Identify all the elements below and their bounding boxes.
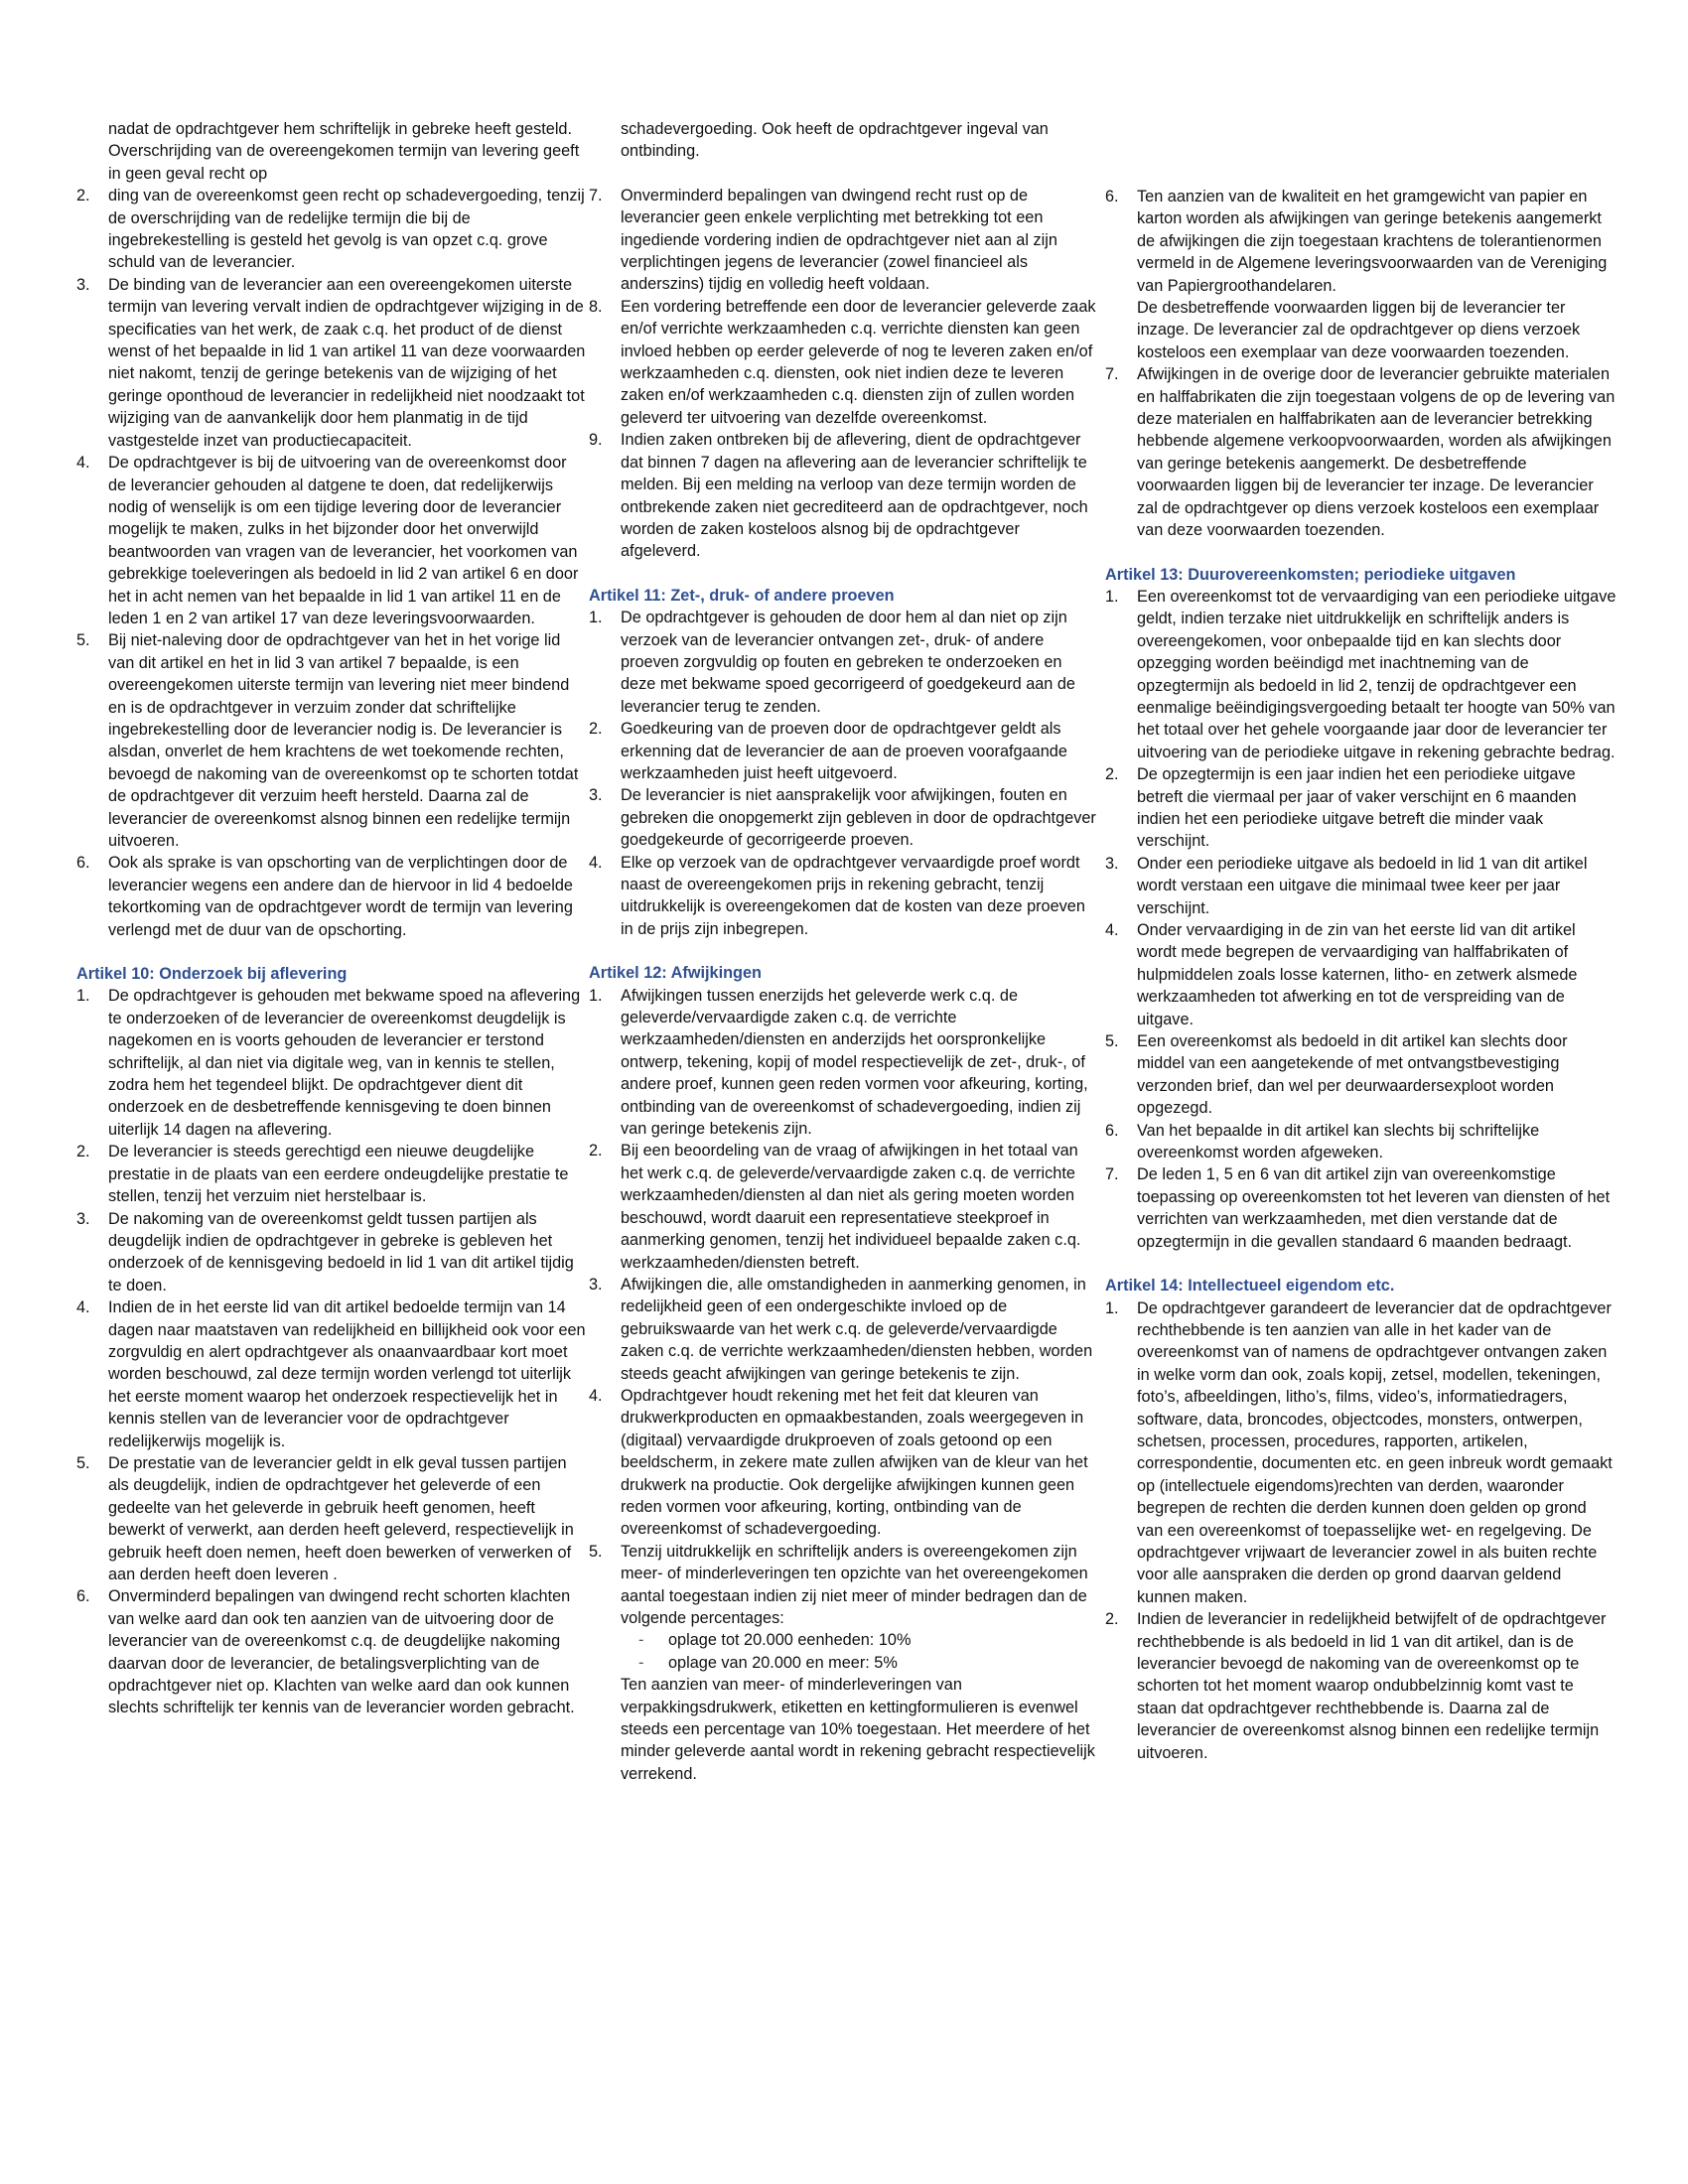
list-item-text: De opdrachtgever is bij de uitvoering van de overeenkomst door de leverancier gehouden al datgene te doen, dat redelijkerwijs nodig of wenselijk is om een tijdige levering door de leverancier mogelijk te maken, zulks in het bijzonder door het onverwijld beantwoorden van vragen van de leverancier, het voorkomen van gebrekkige toeleveringen als bedoeld in lid 2 van artikel 6 en door het in acht nemen van het bepaalde in lid 1 van artikel 11 en de leden 1 en 2 van artikel 17 van deze leveringsvoorwaarden. <box>108 454 579 627</box>
list-item-text: Afwijkingen tussen enerzijds het geleverde werk c.q. de geleverde/vervaardigde zaken c.q. de verrichte werkzaamheden/diensten en anderzijds het oorspronkelijke ontwerp, tekening, kopij of model respectievelijk de zet-, druk-, of andere proef, kunnen geen reden vormen voor afkeuring, korting, ontbinding van de overeenkomst of schadevergoeding, indien zij van geringe betekenis zijn. <box>621 986 1088 1139</box>
list-item-text: De opdrachtgever is gehouden de door hem al dan niet op zijn verzoek van de leverancier ontvangen zet-, druk- of andere proeven zorgvuldig op fouten en gebreken te onderzoeken en deze met bekwame spoed gecorrigeerd of goedgekeurd aan de leverancier terug te zenden. <box>621 609 1075 716</box>
article-heading: Artikel 10: Onderzoek bij aflevering <box>76 965 348 984</box>
list-item <box>589 1140 1100 1273</box>
list-item <box>76 1141 588 1207</box>
list-item-text: Een overeenkomst als bedoeld in dit artikel kan slechts door middel van een aangetekende of met ontvangstbevestiging verzonden brief, dan wel per deurwaardersexploot worden opgezegd. <box>1137 1032 1568 1118</box>
sub-list-item <box>589 1652 1100 1674</box>
list-item-text: Afwijkingen die, alle omstandigheden in aanmerking genomen, in redelijkheid geen of een ondergeschikte invloed op de gebruikswaarde van het werk c.q. de geleverde/vervaardigde zaken c.q. de verrichte werkzaamheden/diensten hebben, worden steeds geacht afwijkingen van geringe betekenis te zijn. <box>621 1275 1093 1383</box>
list-item-text: De leden 1, 5 en 6 van dit artikel zijn van overeenkomstige toepassing op overeenkomsten tot het leveren van diensten of het verrichten van werkzaamheden, met dien verstande dat de opzegtermijn in die gevallen standaard 6 maanden bedraagt. <box>1137 1165 1611 1251</box>
list-item <box>76 452 588 629</box>
paragraph: nadat de opdrachtgever hem schriftelijk in gebreke heeft gesteld. Overschrijding van de overeengekomen termijn van levering geeft in geen geval recht op <box>108 120 580 183</box>
list-item-number: 2. <box>76 187 90 205</box>
list-item <box>589 1541 1100 1630</box>
list-item-text: De binding van de leverancier aan een overeengekomen uiterste termijn van levering vervalt indien de opdrachtgever wijziging in de specificaties van het werk, de zaak c.q. het product of de dienst wenst of het bepaalde in lid 1 van artikel 11 van deze voorwaarden niet nakomt, tenzij de geringe betekenis van de wijziging of het geringe oponthoud de leverancier in redelijkheid niet noodzaakt tot wijziging van de aanvankelijk door hem planmatig in de tijd vastgestelde inzet van productiecapaciteit. <box>108 275 586 450</box>
list-item-number: 6. <box>1105 1121 1119 1140</box>
list-item-text: Goedkeuring van de proeven door de opdrachtgever geldt als erkenning dat de leverancier de aan de proeven voorafgaande werkzaamheden juist heeft uitgevoerd. <box>621 720 1067 782</box>
list-item <box>76 629 588 852</box>
paragraph: schadevergoeding. Ook heeft de opdrachtgever ingeval van ontbinding. <box>621 120 1049 161</box>
column-left <box>76 118 588 1719</box>
list-item-text: Indien zaken ontbreken bij de aflevering, dient de opdrachtgever dat binnen 7 dagen na aflevering aan de leverancier schriftelijk te melden. Bij een melding na verloop van deze termijn worden de ontbrekende zaken niet gecrediteerd aan de opdrachtgever, noch worden de zaken kosteloos alsnog bij de opdrachtgever afgeleverd. <box>621 431 1088 561</box>
sub-list-item <box>589 1629 1100 1651</box>
list-item <box>1105 1120 1617 1164</box>
list-item <box>589 429 1100 562</box>
list-item-number: 6. <box>1105 188 1119 205</box>
list-item-text: Bij niet-naleving door de opdrachtgever van het in het vorige lid van dit artikel en het in lid 3 van artikel 7 bepaalde, is een overeengekomen uiterste termijn van levering niet meer bindend en is de opdrachtgever in verzuim zonder dat schriftelijke ingebrekestelling door de leverancier nodig is. De leverancier is alsdan, onverlet de hem krachtens de wet toekomende rechten, bevoegd de nakoming van de overeenkomst op te schorten totdat de opdrachtgever dit verzuim heeft hersteld. Daarna zal de leverancier de overeenkomst alsnog binnen een redelijke termijn uitvoeren. <box>108 631 579 850</box>
list-item <box>589 296 1100 429</box>
list-item <box>589 1274 1100 1385</box>
list-item-text: Onder vervaardiging in de zin van het eerste lid van dit artikel wordt mede begrepen de vervaardiging van halffabrikaten of hulpmiddelen zoals losse katernen, litho- en zetwerk alsmede werkzaamheden tot afwerking en tot de verspreiding van de uitgave. <box>1137 921 1578 1028</box>
list-item-number: 6. <box>76 854 90 873</box>
list-item-text: De leverancier is niet aansprakelijk voor afwijkingen, fouten en gebreken die onopgemerkt zijn gebleven in door de opdrachtgever goedgekeurde of gecorrigeerde proeven. <box>621 786 1096 850</box>
list-item-number: 8. <box>589 297 603 316</box>
list-item-number: 3. <box>1105 854 1119 873</box>
list-item <box>1105 763 1617 853</box>
list-item-number: 5. <box>76 631 90 650</box>
list-item <box>589 784 1100 851</box>
list-item-text: Afwijkingen in de overige door de leverancier gebruikte materialen en halffabrikaten die zijn toegestaan volgens de op de levering van deze materialen en halffabrikaten aan de leverancier betrekking hebbende algemene verkoopvoorwaarden, worden als afwijkingen van geringe betekenis aangemerkt. De desbetreffende voorwaarden liggen bij de leverancier ter inzage. De leverancier zal de opdrachtgever op diens verzoek kosteloos een exemplaar van deze voorwaarden toezenden. <box>1137 365 1616 540</box>
list-item-number: 5. <box>1105 1032 1119 1051</box>
list-item <box>1105 186 1617 297</box>
list-item-text: De nakoming van de overeenkomst geldt tussen partijen als deugdelijk indien de opdrachtgever in gebreke is gebleven het onderzoek of de kennisgeving bedoeld in lid 1 van dit artikel tijdig te doen. <box>108 1209 574 1295</box>
article-heading: Artikel 14: Intellectueel eigendom etc. <box>1105 1277 1395 1296</box>
list-item-text: De opzegtermijn is een jaar indien het een periodieke uitgave betreft die viermaal per jaar of vaker verschijnt en 6 maanden indien het een periodieke uitgave betreft die minder vaak verschijnt. <box>1137 765 1577 851</box>
list-item <box>589 985 1100 1141</box>
list-item-number: 7. <box>589 186 603 205</box>
list-item-text: Een overeenkomst tot de vervaardiging van een periodieke uitgave geldt, indien terzake niet uitdrukkelijk en schriftelijk anders is overeengekomen, voor onbepaalde tijd en kan slechts door opzegging worden beëindigd met inachtneming van de opzegtermijn als bedoeld in lid 2, tenzij de opdrachtgever een eenmalige beëindigingsvergoeding betaalt ter hoogte van 50% van het totaal over het gehele voorgaande jaar door de leverancier ter uitvoering van de periodieke uitgave in rekening gebrachte bedrag. <box>1137 587 1617 761</box>
paragraph: Ten aanzien van meer- of minderleveringen van verpakkingsdrukwerk, etiketten en kettingformulieren is evenwel steeds een percentage van 10% toegestaan. Het meerdere of het minder geleverde aantal wordt in rekening gebracht respectievelijk verrekend. <box>621 1676 1095 1783</box>
list-item-text: Tenzij uitdrukkelijk en schriftelijk anders is overeengekomen zijn meer- of minderleveringen ten opzichte van het overeengekomen aantal toegestaan indien zij niet meer of minder bedragen dan de volgende percentages: <box>621 1542 1088 1627</box>
list-item <box>76 274 588 452</box>
list-item-number: 4. <box>589 1386 603 1405</box>
list-item-number: 3. <box>589 786 603 805</box>
list-item-text: Bij een beoordeling van de vraag of afwijkingen in het totaal van het werk c.q. de geleverde/vervaardigde zaken c.q. de verrichte werkzaamheden/diensten al dan niet als gering moeten worden beschouwd, wordt daaruit een representatieve steekproef in aanmerking genomen, tenzij het individueel bepaalde zaken c.q. werkzaamheden/diensten betreft. <box>621 1142 1081 1272</box>
list-item-number: 1. <box>76 987 90 1006</box>
list-item-number: 2. <box>1105 765 1119 784</box>
paragraph: De desbetreffende voorwaarden liggen bij de leverancier ter inzage. De leverancier zal de opdrachtgever op diens verzoek kosteloos een exemplaar van deze voorwaarden toezenden. <box>1137 299 1581 361</box>
list-item-text: De leverancier is steeds gerechtigd een nieuwe deugdelijke prestatie in de plaats van een eerdere ondeugdelijke prestatie te stellen, tenzij het verzuim niet herstelbaar is. <box>108 1143 569 1206</box>
list-item <box>589 607 1100 718</box>
list-item <box>1105 1030 1617 1120</box>
list-item-number: 1. <box>1105 587 1119 606</box>
list-item-text: De prestatie van de leverancier geldt in elk geval tussen partijen als deugdelijk, indien de opdrachtgever het geleverde of een gedeelte van het geleverde in gebruik heeft genomen, heeft bewerkt of verwerkt, aan derden heeft geleverd, respectievelijk in gebruik heeft doen nemen, heeft doen bewerken of verwerken of aan derden heeft doen leveren . <box>108 1453 574 1583</box>
list-item-text: Indien de leverancier in redelijkheid betwijfelt of de opdrachtgever rechthebbende is als bedoeld in lid 1 van dit artikel, dan is de leverancier bevoegd de nakoming van de overeenkomst op te schorten tot het moment waarop ondubbelzinnig komt vast te staan dat opdrachtgever rechthebbende is. Daarna zal de leverancier de overeenkomst alsnog binnen een redelijke termijn uitvoeren. <box>1137 1610 1607 1762</box>
list-item-text: Van het bepaalde in dit artikel kan slechts bij schriftelijke overeenkomst worden afgeweken. <box>1137 1121 1540 1162</box>
list-item <box>1105 1163 1617 1253</box>
list-item-number: 3. <box>76 1209 90 1228</box>
list-item-text: Ten aanzien van de kwaliteit en het gramgewicht van papier en karton worden als afwijkingen van geringe betekenis aangemerkt de afwijkingen die zijn toegestaan krachtens de tolerantienormen vermeld in de Algemene leveringsvoorwaarden van de Vereniging van Papiergroothandelaren. <box>1137 188 1608 295</box>
list-item <box>1105 919 1617 1030</box>
list-item-text: Onverminderd bepalingen van dwingend recht rust op de leverancier geen enkele verplichting met betrekking tot een ingediende vordering indien de opdrachtgever niet aan al zijn verplichtingen jegens de leverancier (zowel financieel als anderszins) tijdig en volledig heeft voldaan. <box>621 186 1057 294</box>
list-item-number: 6. <box>76 1587 90 1606</box>
article-heading: Artikel 11: Zet-, druk- of andere proeven <box>589 586 895 605</box>
list-item <box>76 185 588 274</box>
list-item <box>76 1452 588 1585</box>
list-item-number: 2. <box>76 1143 90 1161</box>
list-item-number: 2. <box>589 720 603 739</box>
list-item <box>1105 586 1617 763</box>
list-item <box>1105 363 1617 541</box>
list-item-number: 1. <box>1105 1298 1119 1317</box>
list-item-text: Ook als sprake is van opschorting van de verplichtingen door de leverancier wegens een andere dan de hiervoor in lid 4 bedoelde tekortkoming van de opdrachtgever wordt de termijn van levering verlengd met de duur van de opschorting. <box>108 854 573 939</box>
list-item-number: 5. <box>76 1453 90 1472</box>
dash-bullet-icon: - <box>638 1653 644 1672</box>
list-item-text: Onverminderd bepalingen van dwingend recht schorten klachten van welke aard dan ook ten aanzien van de uitvoering door de leverancier van de overeenkomst c.q. de deugdelijke nakoming daarvan door de leverancier, de betalingsverplichting van de opdrachtgever niet op. Klachten van welke aard dan ook kunnen slechts schriftelijk ter kennis van de leverancier worden gebracht. <box>108 1587 575 1717</box>
list-item <box>589 185 1100 296</box>
list-item <box>76 852 588 941</box>
article-heading: Artikel 12: Afwijkingen <box>589 964 763 983</box>
list-item-number: 4. <box>76 1298 90 1317</box>
list-item-text: ding van de overeenkomst geen recht op schadevergoeding, tenzij de overschrijding van de redelijke termijn die bij de ingebrekestelling is gesteld het gevolg is van opzet c.q. grove schuld van de leverancier. <box>108 187 585 272</box>
list-item-number: 2. <box>1105 1610 1119 1629</box>
list-item <box>589 852 1100 941</box>
sub-list-item-text: oplage van 20.000 en meer: 5% <box>668 1653 898 1672</box>
list-item <box>76 985 588 1141</box>
dash-bullet-icon: - <box>638 1631 644 1650</box>
list-item-number: 4. <box>76 454 90 473</box>
list-item <box>589 1385 1100 1541</box>
list-item-number: 1. <box>589 986 603 1005</box>
list-item-text: Elke op verzoek van de opdrachtgever vervaardigde proef wordt naast de overeengekomen prijs in rekening gebracht, tenzij uitdrukkelijk is overeengekomen dat de kosten van deze proeven in de prijs zijn inbegrepen. <box>621 853 1085 938</box>
list-item-text: Onder een periodieke uitgave als bedoeld in lid 1 van dit artikel wordt verstaan een uitgave die minimaal twee keer per jaar verschijnt. <box>1137 854 1588 917</box>
list-item-number: 4. <box>1105 921 1119 939</box>
list-item-number: 5. <box>589 1542 603 1561</box>
list-item-text: De opdrachtgever garandeert de leverancier dat de opdrachtgever rechthebbende is ten aanzien van alle in het kader van de overeenkomst van of namens de opdrachtgever ontvangen zaken in welke vorm dan ook, zoals kopij, zetsel, modellen, tekeningen, foto’s, afbeeldingen, litho’s, films, video’s, informatiedragers, software, data, broncodes, objectcodes, monsters, ontwerpen, schetsen, processen, procedures, rapporten, artikelen, correspondentie, documenten etc. en geen inbreuk wordt gemaakt op (intellectuele eigendoms)rechten van derden, waaronder begrepen de rechten die derden kunnen doen gelden op grond van een overeenkomst of toepasselijke wet- en regelgeving. De opdrachtgever vrijwaart de leverancier zowel in als buiten rechte voor alle aanspraken die derden op grond daarvan geldend kunnen maken. <box>1137 1298 1613 1606</box>
list-item-text: Opdrachtgever houdt rekening met het feit dat kleuren van drukwerkproducten en opmaakbestanden, zoals weergegeven in (digitaal) vervaardigde drukproeven of zoals getoond op een beeldscherm, in zekere mate zullen afwijken van de kleur van het drukwerk na productie. Ook dergelijke afwijkingen kunnen geen reden vormen voor afkeuring, korting, ontbinding van de overeenkomst of schadevergoeding. <box>621 1386 1088 1539</box>
list-item-number: 4. <box>589 853 603 872</box>
list-item-number: 3. <box>76 275 90 294</box>
list-item-number: 7. <box>1105 1165 1119 1184</box>
list-item <box>76 1297 588 1452</box>
list-item-number: 7. <box>1105 365 1119 384</box>
column-right <box>1105 186 1617 1764</box>
spacer <box>589 163 1100 185</box>
sub-list-item-text: oplage tot 20.000 eenheden: 10% <box>668 1631 912 1650</box>
list-item-text: Indien de in het eerste lid van dit artikel bedoelde termijn van 14 dagen naar maatstaven van redelijkheid en billijkheid ook voor een zorgvuldig en alert opdrachtgever als onaanvaardbaar kort moet worden beschouwd, zal deze termijn worden verlengd tot uiterlijk het eerste moment waarop het onderzoek respectievelijk het in kennis stellen van de leverancier voor de opdrachtgever redelijkerwijs mogelijk is. <box>108 1298 586 1450</box>
list-item-text: De opdrachtgever is gehouden met bekwame spoed na aflevering te onderzoeken of de leverancier de overeenkomst deugdelijk is nagekomen en is voorts gehouden de leverancier er terstond schriftelijk, al dan niet via digitale weg, van in kennis te stellen, zodra hem het tegendeel blijkt. De opdrachtgever dient dit onderzoek en de desbetreffende kennisgeving te doen binnen uiterlijk 14 dagen na aflevering. <box>108 987 581 1139</box>
list-item <box>1105 853 1617 919</box>
list-item-text: Een vordering betreffende een door de leverancier geleverde zaak en/of verrichte werkzaamheden c.q. verrichte diensten kan geen invloed hebben op eerder geleverde of nog te leveren zaken en/of werkzaamheden c.q. diensten, ook niet indien deze te leveren zaken en/of werkzaamheden c.q. diensten zijn of zullen worden geleverd ter uitvoering van dezelfde overeenkomst. <box>621 297 1096 427</box>
list-item <box>589 718 1100 784</box>
list-item-number: 2. <box>589 1142 603 1160</box>
list-item <box>76 1585 588 1718</box>
column-middle <box>589 118 1100 1785</box>
list-item <box>1105 1297 1617 1609</box>
list-item <box>1105 1608 1617 1764</box>
list-item-number: 3. <box>589 1275 603 1294</box>
list-item-number: 9. <box>589 431 603 450</box>
article-heading: Artikel 13: Duurovereenkomsten; periodieke uitgaven <box>1105 565 1516 584</box>
list-item-number: 1. <box>589 609 603 627</box>
list-item <box>76 1208 588 1297</box>
